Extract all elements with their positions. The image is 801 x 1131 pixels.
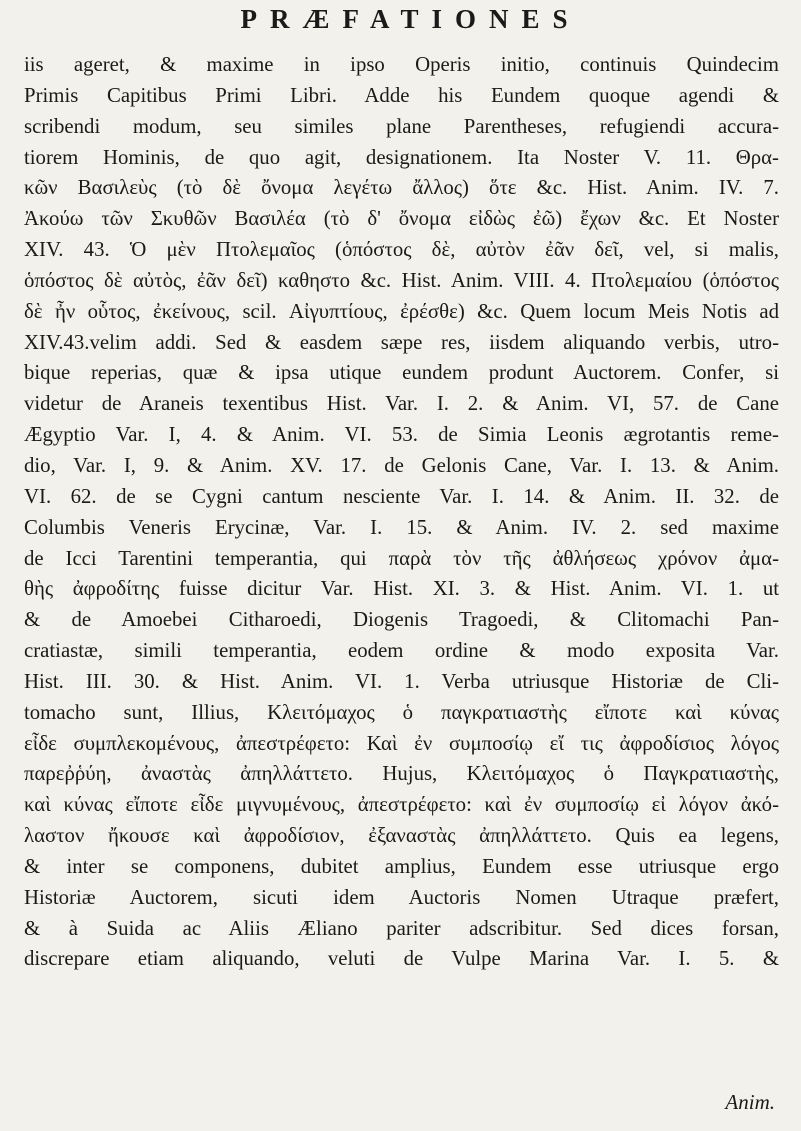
text-line: cratiastæ, simili temperantia, eodem ordine & modo exposita Var.	[24, 639, 779, 663]
text-line: discrepare etiam aliquando, veluti de Vulpe Marina Var. I. 5. &	[24, 947, 779, 971]
text-line: scribendi modum, seu similes plane Parentheses, refugiendi accura-	[24, 114, 779, 138]
text-line: εἶδε συμπλεκομένους, ἀπεστρέφετο: Καὶ ἐν συμποσίῳ εἴ τις ἀφροδίσιος λόγος	[24, 731, 779, 755]
text-line: tomacho sunt, Illius, Κλειτόμαχος ὁ παγκρατιαστὴς εἴποτε καὶ κύνας	[24, 700, 779, 724]
text-line: Ἀκούω τῶν Σκυθῶν Βασιλέα (τὸ δ' ὄνομα εἰδὼς ἐῶ) ἔχων &c. Et Noster	[24, 207, 779, 231]
running-header: PRÆFATIONES	[240, 4, 581, 34]
text-line: Columbis Veneris Erycinæ, Var. I. 15. & Anim. IV. 2. sed maxime	[24, 515, 779, 539]
text-line: Hist. III. 30. & Hist. Anim. VI. 1. Verba utriusque Historiæ de Cli-	[24, 669, 779, 693]
text-line: bique reperias, quæ & ipsa utique eundem produnt Auctorem. Confer, si	[24, 361, 779, 385]
text-line: καὶ κύνας εἴποτε εἶδε μιγνυμένους, ἀπεστρέφετο: καὶ ἐν συμποσίῳ εἰ λόγον ἀκό-	[24, 793, 779, 817]
text-line: δὲ ἦν οὗτος, ἐκείνους, scil. Αἰγυπτίους, ἐρέσθε) &c. Quem locum Meis Notis ad	[24, 299, 779, 323]
text-line: λαστον ἤκουσε καὶ ἀφροδίσιον, ἐξαναστὰς ἀπηλλάττετο. Quis ea legens,	[24, 824, 779, 848]
text-line: tiorem Hominis, de quo agit, designationem. Ita Noster V. 11. Θρα-	[24, 145, 779, 169]
text-line: iis ageret, & maxime in ipso Operis initio, continuis Quindecim	[24, 53, 779, 76]
text-line: Historiæ Auctorem, sicuti idem Auctoris Nomen Utraque præfert,	[24, 885, 779, 909]
text-line: XIV. 43. Ὁ μὲν Πτολεμαῖος (ὁπόστος δὲ, αὐτὸν ἐᾶν δεῖ, vel, si malis,	[24, 238, 779, 262]
text-line: κῶν Βασιλεὺς (τὸ δὲ ὄνομα λεγέτω ἄλλος) ὅτε &c. Hist. Anim. IV. 7.	[24, 176, 779, 200]
text-line: VI. 62. de se Cygni cantum nesciente Var. I. 14. & Anim. II. 32. de	[24, 484, 779, 508]
text-line: & de Amoebei Citharoedi, Diogenis Tragoedi, & Clitomachi Pan-	[24, 608, 779, 632]
text-line: ὁπόστος δὲ αὐτὸς, ἐᾶν δεῖ) καθηστο &c. Hist. Anim. VIII. 4. Πτολεμαίου (ὁπόστος	[24, 268, 779, 292]
text-line: παρεῤῥύη, ἀναστὰς ἀπηλλάττετο. Hujus, Κλειτόμαχος ὁ Παγκρατιαστὴς,	[24, 762, 779, 786]
text-line: Ægyptio Var. I, 4. & Anim. VI. 53. de Simia Leonis ægrotantis reme-	[24, 423, 779, 447]
text-line: Primis Capitibus Primi Libri. Adde his Eundem quoque agendi &	[24, 83, 779, 107]
catchword: Anim.	[725, 1090, 775, 1114]
text-line: & inter se componens, dubitet amplius, Eundem esse utriusque ergo	[24, 854, 779, 878]
text-line: de Icci Tarentini temperantia, qui παρὰ τὸν τῆς ἀθλήσεως χρόνον ἀμα-	[24, 546, 779, 570]
body-text	[24, 50, 779, 975]
text-line: XIV.43.velim addi. Sed & easdem sæpe res, iisdem aliquando verbis, utro-	[24, 330, 779, 354]
text-line: dio, Var. I, 9. & Anim. XV. 17. de Gelonis Cane, Var. I. 13. & Anim.	[24, 453, 779, 477]
text-line: θὴς ἀφροδίτης fuisse dicitur Var. Hist. XI. 3. & Hist. Anim. VI. 1. ut	[24, 577, 779, 601]
text-line: videtur de Araneis texentibus Hist. Var. I. 2. & Anim. VI, 57. de Cane	[24, 392, 779, 416]
text-line: & à Suida ac Aliis Æliano pariter adscribitur. Sed dices forsan,	[24, 916, 779, 940]
